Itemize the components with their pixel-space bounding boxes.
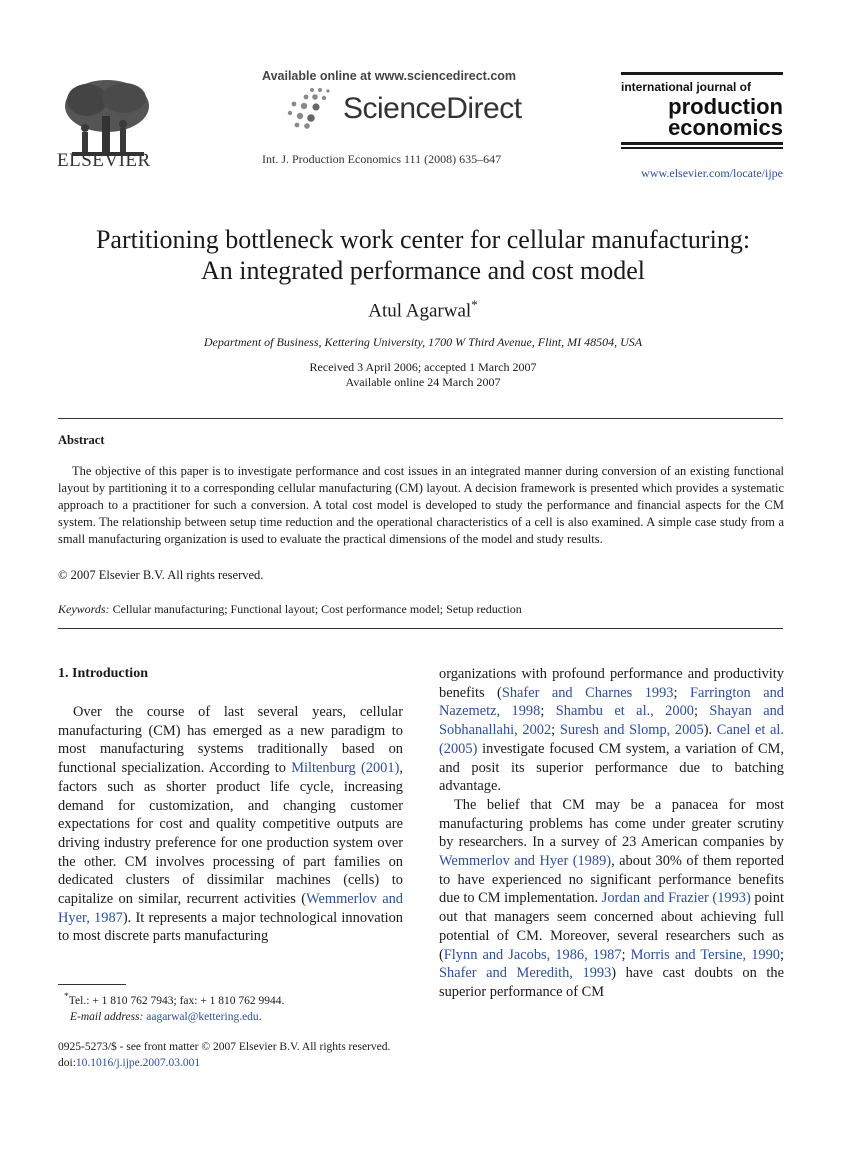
abstract-heading: Abstract [58, 433, 105, 447]
text-run: ) have cast doubts on the superior performance of CM [439, 965, 784, 1000]
citation-link[interactable]: Wemmerlov and Hyer (1989) [439, 853, 612, 870]
email-link[interactable]: aagarwal@kettering.edu [146, 1010, 259, 1023]
text-run: ; [540, 703, 556, 720]
citation-link[interactable]: Canel et al. (2005) [439, 722, 784, 757]
text-run: Over the course of last several years, cellular manufacturing (CM) has emerged as a new paradigm to most manufacturing systems traditionally based on functional specialization. According to [58, 704, 403, 777]
text-run: ). It represents a major technological innovation to most discrete parts manufacturing [58, 909, 403, 945]
paper-title-line1: Partitioning bottleneck work center for cellular manufacturing: [95, 225, 751, 254]
text-run: ; [693, 703, 710, 720]
text-run: The belief that CM may be a panacea for most manufacturing problems has come under greater scrutiny by researchers. In a survey of 23 American companies by [439, 796, 784, 851]
text-run: ; [780, 946, 784, 963]
section-heading-introduction: 1. Introduction [58, 666, 148, 681]
citation-link[interactable]: Flynn and Jacobs, 1986, 1987 [443, 946, 622, 963]
author-name [40, 297, 806, 322]
author-name-text: Atul Agarwal [368, 300, 472, 322]
journal-title-box [621, 72, 783, 149]
text-run: ; [673, 684, 690, 701]
keywords-label: Keywords: [58, 602, 110, 616]
footnote-email [58, 1009, 284, 1025]
front-matter [58, 1039, 390, 1071]
author-footnote-mark[interactable]: * [471, 297, 478, 312]
abstract-text: The objective of this paper is to investigate performance and cost issues in an integrated manner during conversion of an existing functional layout by partitioning it to a corresponding cellular manufacturing (CM) layout. A decision framework is presented which provides a systematic approach to a practitioner for such a conversion. A total cost model is developed to study the performance and financial aspects for the CM system. The relationship between setup time reduction and the operational characteristics of a cell is also examined. A simple case study from a small manufacturing organization is used to evaluate the practical dimensions of the model and study results. [58, 464, 784, 546]
text-run: , about 30% of them reported to have experienced no significant performance benefits due to CM implementation. [439, 853, 784, 907]
citation-link[interactable]: Wemmerlov and Hyer, 1987 [58, 891, 403, 926]
paper-title-line2: An integrated performance and cost model [201, 256, 645, 285]
doi-line [58, 1055, 390, 1071]
citation-link[interactable]: Shambu et al., 2000 [555, 703, 694, 720]
left-column [58, 703, 403, 946]
doi-link[interactable]: 10.1016/j.ijpe.2007.03.001 [75, 1057, 201, 1069]
text-run: organizations with profound performance and productivity benefits ( [439, 666, 784, 701]
divider-top [58, 418, 783, 419]
keywords [58, 602, 522, 617]
publisher-name: ELSEVIER [57, 150, 151, 171]
doi-label: doi: [58, 1057, 76, 1069]
text-run: investigate focused CM system, a variation of CM, and posit its superior performance due to batching advantage. [439, 740, 784, 795]
intro-paragraph-1 [58, 703, 403, 946]
paper-title [40, 224, 806, 286]
footnote-mark: * [64, 991, 69, 1002]
citation-link[interactable]: Shafer and Charnes 1993 [501, 684, 674, 701]
article-dates [40, 360, 806, 390]
journal-title-line3: economics [668, 115, 783, 140]
text-run: ; [621, 946, 631, 963]
keywords-text: Cellular manufacturing; Functional layout; Cost performance model; Setup reduction [112, 602, 522, 616]
text-run: , factors such as shorter product life cycle, increasing demand for customization, and changing customer expectations for cost and quality competitive outputs are driving industry preference for one production system over the other. CM involves processing of part families on dedicated clusters of dissimilar machines (cells) to capitalize on similar, recurrent activities ( [58, 760, 403, 908]
citation-link[interactable]: Jordan and Frazier (1993) [601, 890, 751, 907]
footnote-tel [58, 989, 284, 1009]
citation-link[interactable]: Shafer and Meredith, 1993 [439, 965, 612, 982]
journal-url-link[interactable]: www.elsevier.com/locate/ijpe [641, 166, 783, 180]
intro-paragraph-2 [439, 796, 784, 1002]
email-end: . [258, 1010, 262, 1023]
intro-paragraph-1-continued [439, 665, 784, 796]
journal-citation: Int. J. Production Economics 111 (2008) 635–647 [262, 152, 502, 166]
text-run: ; [551, 722, 560, 739]
author-affiliation: Department of Business, Kettering University, 1700 W Third Avenue, Flint, MI 48504, USA [203, 335, 643, 349]
available-online-text: Available online at www.sciencedirect.com [262, 69, 517, 83]
sciencedirect-dots-icon [282, 86, 342, 130]
received-date: Received 3 April 2006; accepted 1 March 2007 [309, 360, 537, 374]
email-label: E-mail address: [70, 1010, 144, 1023]
citation-link[interactable]: Miltenburg (2001) [291, 760, 400, 777]
citation-link[interactable]: Morris and Tersine, 1990 [630, 946, 780, 963]
journal-title-line2: production [668, 94, 783, 119]
front-matter-line: 0925-5273/$ - see front matter © 2007 Elsevier B.V. All rights reserved. [58, 1041, 391, 1053]
available-date: Available online 24 March 2007 [345, 375, 501, 389]
author-footnote [58, 989, 284, 1025]
footnote-rule [58, 984, 126, 985]
right-column [439, 665, 784, 1002]
citation-link[interactable]: Shayan and Sobhanallahi, 2002 [439, 703, 784, 739]
footnote-tel-text: Tel.: + 1 810 762 7943; fax: + 1 810 762 9944. [68, 994, 285, 1007]
abstract-copyright: © 2007 Elsevier B.V. All rights reserved. [58, 568, 264, 582]
divider-bottom [58, 628, 783, 629]
text-run: point out that managers seem concerned about achieving full potential of CM. Moreover, several researchers such as ( [439, 890, 784, 963]
journal-title-line1: international journal of [621, 80, 752, 94]
text-run: ). [703, 722, 717, 739]
citation-link[interactable]: Farrington and Nazemetz, 1998 [439, 684, 784, 720]
citation-link[interactable]: Suresh and Slomp, 2005 [559, 722, 704, 739]
sciencedirect-wordmark: ScienceDirect [343, 92, 522, 125]
